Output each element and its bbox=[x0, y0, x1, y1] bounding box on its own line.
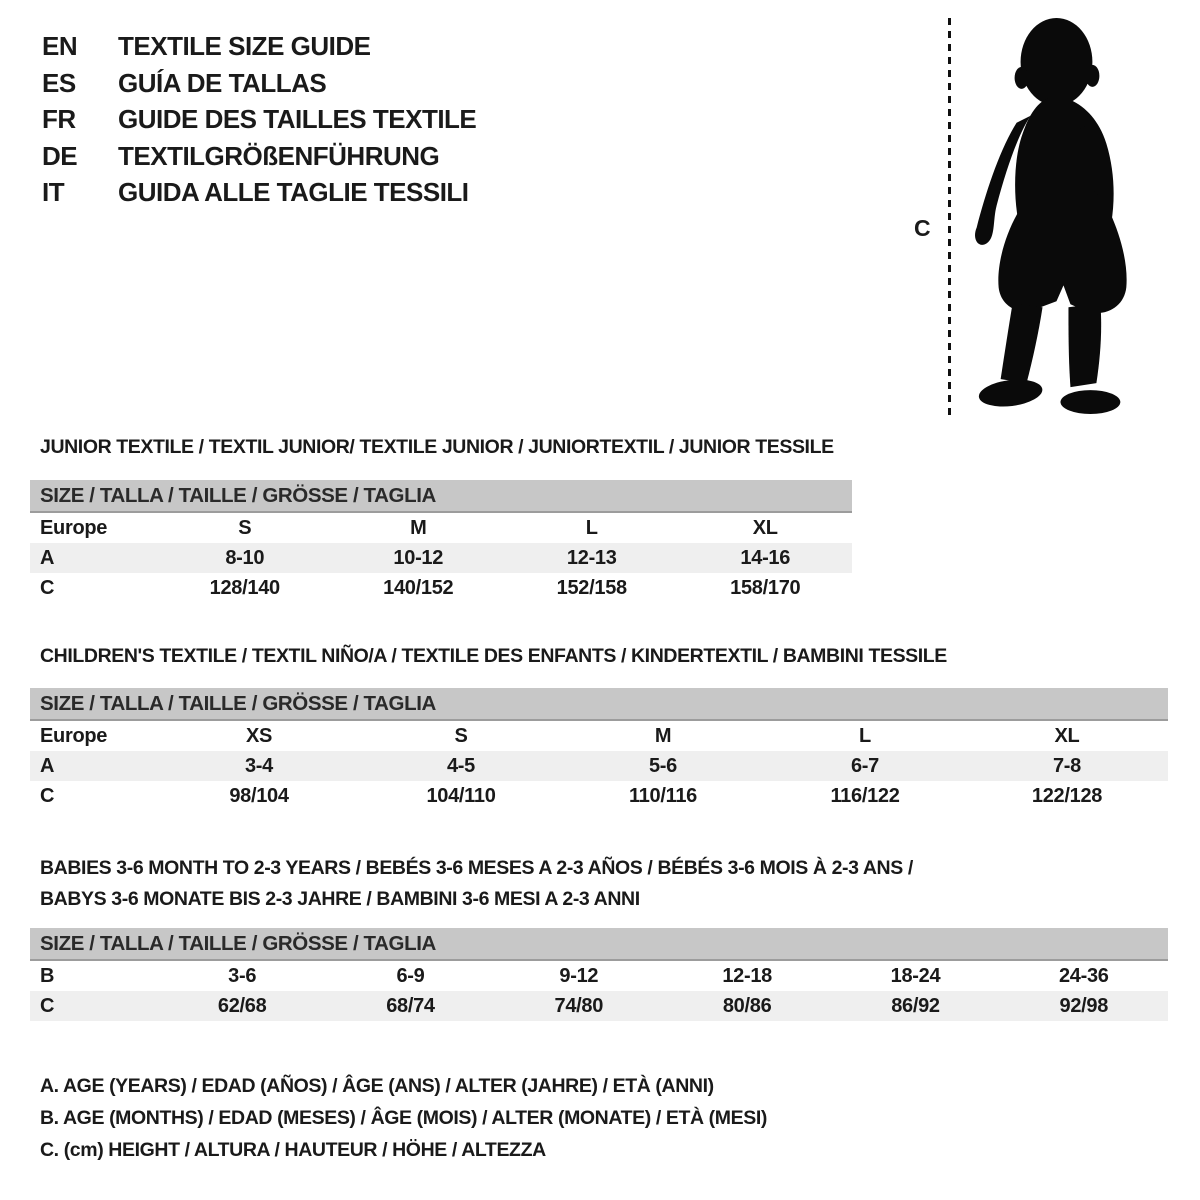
size-value: L bbox=[859, 725, 871, 747]
height-value: 110/116 bbox=[629, 785, 697, 807]
guide-title-fr: GUIDE DES TAILLES TEXTILE bbox=[118, 104, 477, 135]
babies-title-line2: BABYS 3-6 MONATE BIS 2-3 JAHRE / BAMBINI 3-6 MESI A 2-3 ANNI bbox=[40, 888, 640, 910]
babies-title-line1: BABIES 3-6 MONTH TO 2-3 YEARS / BEBÉS 3-6 MESES A 2-3 AÑOS / BÉBÉS 3-6 MOIS À 2-3 ANS / bbox=[40, 857, 913, 879]
age-value: 14-16 bbox=[740, 547, 791, 569]
age-value: 8-10 bbox=[225, 547, 265, 569]
babies-size-table bbox=[30, 928, 1168, 1021]
table-row-height bbox=[30, 573, 852, 603]
junior-size-table bbox=[30, 480, 852, 603]
row-label: C bbox=[40, 785, 55, 807]
height-value: 80/86 bbox=[722, 995, 772, 1017]
age-value: 7-8 bbox=[1052, 755, 1081, 777]
language-code: FR bbox=[42, 104, 76, 135]
language-row-it bbox=[42, 174, 476, 211]
table-row-age bbox=[30, 543, 852, 573]
language-row-fr bbox=[42, 101, 476, 138]
height-value: 74/80 bbox=[554, 995, 604, 1017]
row-label: Europe bbox=[40, 517, 108, 539]
toddler-silhouette-icon bbox=[966, 16, 1141, 420]
height-measure-dashed-line bbox=[948, 18, 951, 416]
row-label: C bbox=[40, 995, 55, 1017]
age-value: 5-6 bbox=[648, 755, 677, 777]
language-title-list bbox=[42, 28, 476, 211]
table-row-height bbox=[30, 781, 1168, 811]
row-label: C bbox=[40, 577, 55, 599]
height-measure-label: C bbox=[914, 215, 931, 241]
language-code: EN bbox=[42, 31, 78, 61]
height-value: 152/158 bbox=[556, 577, 627, 599]
age-value: 6-7 bbox=[850, 755, 879, 777]
size-value: XL bbox=[752, 517, 778, 539]
size-value: M bbox=[654, 725, 672, 747]
age-value: 12-13 bbox=[566, 547, 617, 569]
table-row-height bbox=[30, 991, 1168, 1021]
height-value: 128/140 bbox=[209, 577, 280, 599]
language-code: IT bbox=[42, 177, 65, 208]
guide-title-it: GUIDA ALLE TAGLIE TESSILI bbox=[118, 177, 469, 208]
guide-title-en: TEXTILE SIZE GUIDE bbox=[118, 31, 371, 61]
age-value: 9-12 bbox=[559, 965, 599, 987]
table-row-europe bbox=[30, 513, 852, 543]
language-row-de bbox=[42, 138, 476, 175]
age-value: 3-6 bbox=[228, 965, 257, 987]
age-value: 4-5 bbox=[446, 755, 475, 777]
table-row-age-months bbox=[30, 961, 1168, 991]
height-value: 104/110 bbox=[426, 785, 496, 807]
height-value: 62/68 bbox=[217, 995, 267, 1017]
language-row-es bbox=[42, 65, 476, 102]
age-value: 12-18 bbox=[722, 965, 772, 987]
height-value: 140/152 bbox=[383, 577, 454, 599]
size-value: XL bbox=[1054, 725, 1080, 747]
height-value: 68/74 bbox=[386, 995, 435, 1017]
age-value: 3-4 bbox=[244, 755, 273, 777]
footnote-height-cm: C. (cm) HEIGHT / ALTURA / HAUTEUR / HÖHE / ALTEZZA bbox=[40, 1139, 546, 1161]
language-row-en bbox=[42, 28, 476, 65]
height-value: 158/170 bbox=[730, 577, 801, 599]
language-code: DE bbox=[42, 140, 78, 171]
size-table-header: SIZE / TALLA / TAILLE / GRÖSSE / TAGLIA bbox=[30, 688, 1168, 721]
height-value: 92/98 bbox=[1059, 995, 1109, 1017]
age-value: 24-36 bbox=[1058, 965, 1109, 987]
language-code: ES bbox=[42, 67, 76, 98]
guide-title-de: TEXTILGRÖßENFÜHRUNG bbox=[118, 140, 440, 171]
row-label: A bbox=[40, 755, 55, 777]
age-value: 18-24 bbox=[890, 965, 941, 987]
row-label: A bbox=[40, 547, 55, 569]
height-value: 98/104 bbox=[229, 785, 289, 807]
height-value: 116/122 bbox=[830, 785, 900, 807]
children-size-table bbox=[30, 688, 1168, 811]
size-value: S bbox=[238, 517, 252, 539]
age-value: 6-9 bbox=[396, 965, 425, 987]
footnote-legend bbox=[40, 1070, 767, 1166]
size-value: L bbox=[585, 517, 598, 539]
guide-title-es: GUÍA DE TALLAS bbox=[118, 67, 327, 98]
junior-section-title: JUNIOR TEXTILE / TEXTIL JUNIOR/ TEXTILE JUNIOR / JUNIORTEXTIL / JUNIOR TESSILE bbox=[40, 436, 834, 458]
table-row-europe bbox=[30, 721, 1168, 751]
babies-section-title bbox=[40, 853, 913, 915]
row-label: Europe bbox=[40, 725, 108, 747]
size-value: XS bbox=[245, 725, 273, 747]
children-section-title: CHILDREN'S TEXTILE / TEXTIL NIÑO/A / TEXTILE DES ENFANTS / KINDERTEXTIL / BAMBINI TESSILE bbox=[40, 645, 947, 667]
age-value: 10-12 bbox=[393, 547, 444, 569]
footnote-age-years: A. AGE (YEARS) / EDAD (AÑOS) / ÂGE (ANS) / ALTER (JAHRE) / ETÀ (ANNI) bbox=[40, 1075, 714, 1097]
size-table-header: SIZE / TALLA / TAILLE / GRÖSSE / TAGLIA bbox=[30, 928, 1168, 961]
size-value: M bbox=[410, 517, 427, 539]
footnote-age-months: B. AGE (MONTHS) / EDAD (MESES) / ÂGE (MOIS) / ALTER (MONATE) / ETÀ (MESI) bbox=[40, 1107, 767, 1129]
size-value: S bbox=[454, 725, 468, 747]
height-value: 86/92 bbox=[891, 995, 940, 1017]
size-table-header: SIZE / TALLA / TAILLE / GRÖSSE / TAGLIA bbox=[30, 480, 852, 513]
height-value: 122/128 bbox=[1031, 785, 1103, 807]
table-row-age bbox=[30, 751, 1168, 781]
row-label: B bbox=[40, 965, 55, 987]
